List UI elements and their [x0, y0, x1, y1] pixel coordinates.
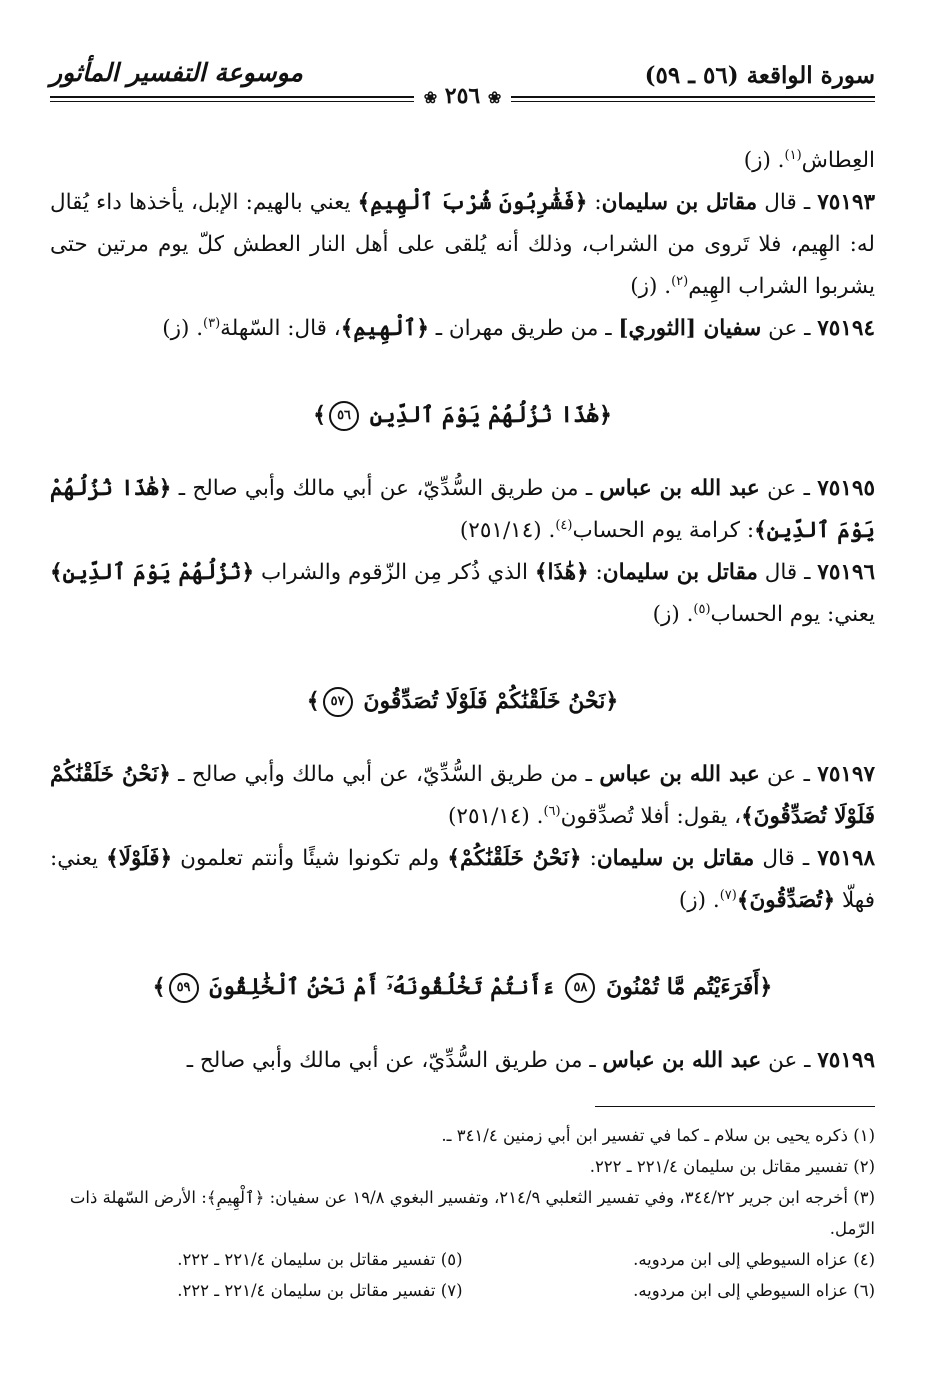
ayah-number-icon: ٥٩ — [169, 973, 199, 1003]
report-number: ٧٥١٩٦ — [817, 560, 876, 585]
footnote-ref: (٤) — [555, 517, 573, 533]
footnote: (٢) تفسير مقاتل بن سليمان ٢٢١/٤ ـ ٢٢٢. — [589, 1157, 875, 1176]
narrator-name: مقاتل بن سليمان — [602, 560, 758, 585]
page-header — [50, 40, 875, 120]
report-paragraph: ٧٥١٩٤ ـ عن سفيان [الثوري] ـ من طريق مهران ـ ﴿ٱلْهِيمِ﴾، قال: السّهلة$^{(٣)}$. (ز) — [162, 315, 875, 341]
surah-title: سورة الواقعة (٥٦ ـ ٥٩) — [644, 62, 875, 89]
quran-quote: ﴿هَٰذَا نُزُلُهُمْ يَوْمَ ٱلدِّينِ﴾ — [50, 476, 875, 543]
report-paragraph: ٧٥١٩٥ ـ عن عبد الله بن عباس ـ من طريق السُّدِّيّ، عن أبي مالك وأبي صالح ـ ﴿هَٰذَا نُزُلُهُمْ يَوْمَ ٱلدِّينِ﴾: كرامة يوم الحساب$^{(٤)}$. (٢٥١/١٤) — [50, 476, 875, 543]
footnote-ref: (٦) — [543, 803, 561, 819]
footnote-separator — [595, 1106, 875, 1107]
footnote: (٦) عزاه السيوطي إلى ابن مردويه. — [633, 1281, 875, 1300]
page-number: ٢٥٦ — [444, 83, 481, 109]
ornament-icon: ❀ — [423, 88, 438, 107]
footnote-ref: (٥) — [693, 601, 711, 617]
report-paragraph: ٧٥١٩٣ ـ قال مقاتل بن سليمان: ﴿فَشَٰرِبُونَ شُرْبَ ٱلْهِيمِ﴾ يعني بالهيم: الإبل، يأخذها داء يُقال له: الهِيم، فلا تَروى من الشراب، وذلك أنه يُلقى على أهل النار العطش كلّ يوم مرتين حتى يشربوا الشراب الهِيم$^{(٢)}$. (ز) — [50, 190, 875, 299]
report-number: ٧٥١٩٥ — [817, 476, 875, 501]
quran-quote: ﴿نَحْنُ خَلَقْنَٰكُمْ﴾ — [447, 846, 582, 871]
report-number: ٧٥١٩٨ — [817, 846, 876, 871]
footnote: (٧) تفسير مقاتل بن سليمان ٢٢١/٤ ـ ٢٢٢. — [177, 1281, 463, 1300]
ayah-number-icon: ٥٨ — [565, 973, 595, 1003]
report-number: ٧٥١٩٩ — [817, 1048, 875, 1073]
ayah-number-icon: ٥٧ — [323, 687, 353, 717]
report-paragraph: ٧٥١٩٨ ـ قال مقاتل بن سليمان: ﴿نَحْنُ خَلَقْنَٰكُمْ﴾ ولم تكونوا شيئًا وأنتم تعلمون ﴿فَلَوْلَا﴾ يعني: فهلّا ﴿تُصَدِّقُونَ﴾$^{(٧)}$. (ز) — [50, 846, 876, 913]
page-number-box — [414, 83, 512, 109]
page-body — [50, 140, 875, 1082]
ayah-heading: ﴿أَفَرَءَيْتُم مَّا تُمْنُونَ ٥٨ ءَأَنتُمْ تَخْلُقُونَهُۥٓ أَمْ نَحْنُ ٱلْخَٰلِقُونَ ٥٩﴾ — [50, 966, 875, 1008]
report-number: ٧٥١٩٣ — [817, 190, 875, 215]
book-title: موسوعة التفسير المأثور — [50, 58, 303, 87]
ayah-number-icon: ٥٦ — [329, 401, 359, 431]
narrator-name: عبد الله بن عباس — [599, 762, 760, 787]
footnote: (١) ذكره يحيى بن سلام ـ كما في تفسير ابن أبي زمنين ٣٤١/٤ ـ. — [441, 1126, 875, 1145]
continuation-paragraph: العِطاش$^{(١)}$. (ز) — [743, 147, 875, 173]
quran-quote: ﴿تُصَدِّقُونَ﴾ — [736, 888, 836, 913]
narrator-name: عبد الله بن عباس — [599, 476, 760, 501]
book-page — [50, 40, 875, 1370]
report-paragraph: ٧٥١٩٧ ـ عن عبد الله بن عباس ـ من طريق السُّدِّيّ، عن أبي مالك وأبي صالح ـ ﴿نَحْنُ خَلَقْنَٰكُمْ فَلَوْلَا تُصَدِّقُونَ﴾، يقول: أفلا تُصدِّقون$^{(٦)}$. (٢٥١/١٤) — [50, 762, 876, 829]
footnote: (٥) تفسير مقاتل بن سليمان ٢٢١/٤ ـ ٢٢٢. — [177, 1250, 463, 1269]
ornament-icon: ❀ — [487, 88, 502, 107]
narrator-name: سفيان [الثوري] — [618, 316, 762, 341]
report-paragraph: ٧٥١٩٦ ـ قال مقاتل بن سليمان: ﴿هَٰذَا﴾ الذي ذُكر مِن الزّقوم والشراب ﴿نُزُلُهُمْ يَوْمَ ٱلدِّينِ﴾ يعني: يوم الحساب$^{(٥)}$. (ز) — [50, 560, 876, 627]
quran-quote: ﴿فَشَٰرِبُونَ شُرْبَ ٱلْهِيمِ﴾ — [357, 190, 588, 215]
narrator-name: مقاتل بن سليمان — [596, 846, 755, 871]
footnote: (٣) أخرجه ابن جرير ٣٤٤/٢٢، وفي تفسير الثعلبي ٢١٤/٩، وتفسير البغوي ١٩/٨ عن سفيان: ﴿ٱلْهِيمِ﴾: الأرض السّهلة ذات الرّمل. — [69, 1188, 875, 1238]
narrator-name: عبد الله بن عباس — [602, 1048, 762, 1073]
report-number: ٧٥١٩٧ — [817, 762, 876, 787]
footnote-ref: (٢) — [671, 273, 689, 289]
footnote-ref: (٧) — [719, 887, 737, 903]
quran-quote: ﴿ٱلْهِيمِ﴾ — [340, 316, 429, 341]
footnote-ref: (٣) — [203, 315, 221, 331]
quran-quote: ﴿هَٰذَا﴾ — [534, 560, 589, 585]
quran-quote: ﴿فَلَوْلَا﴾ — [106, 846, 173, 871]
report-number: ٧٥١٩٤ — [817, 316, 875, 341]
quran-quote: ﴿نَحْنُ خَلَقْنَٰكُمْ فَلَوْلَا تُصَدِّقُونَ﴾ — [50, 762, 875, 829]
quran-quote: ﴿نُزُلُهُمْ يَوْمَ ٱلدِّينِ﴾ — [50, 560, 255, 585]
narrator-name: مقاتل بن سليمان — [601, 190, 758, 215]
ayah-heading: ﴿هَٰذَا نُزُلُهُمْ يَوْمَ ٱلدِّينِ ٥٦﴾ — [50, 394, 875, 436]
ayah-heading: ﴿نَحْنُ خَلَقْنَٰكُمْ فَلَوْلَا تُصَدِّقُونَ ٥٧﴾ — [50, 680, 875, 722]
footnote-ref: (١) — [784, 147, 802, 163]
report-paragraph: ٧٥١٩٩ ـ عن عبد الله بن عباس ـ من طريق السُّدِّيّ، عن أبي مالك وأبي صالح ـ — [186, 1048, 875, 1073]
footnote: (٤) عزاه السيوطي إلى ابن مردويه. — [633, 1250, 875, 1269]
footnotes — [50, 1120, 875, 1306]
